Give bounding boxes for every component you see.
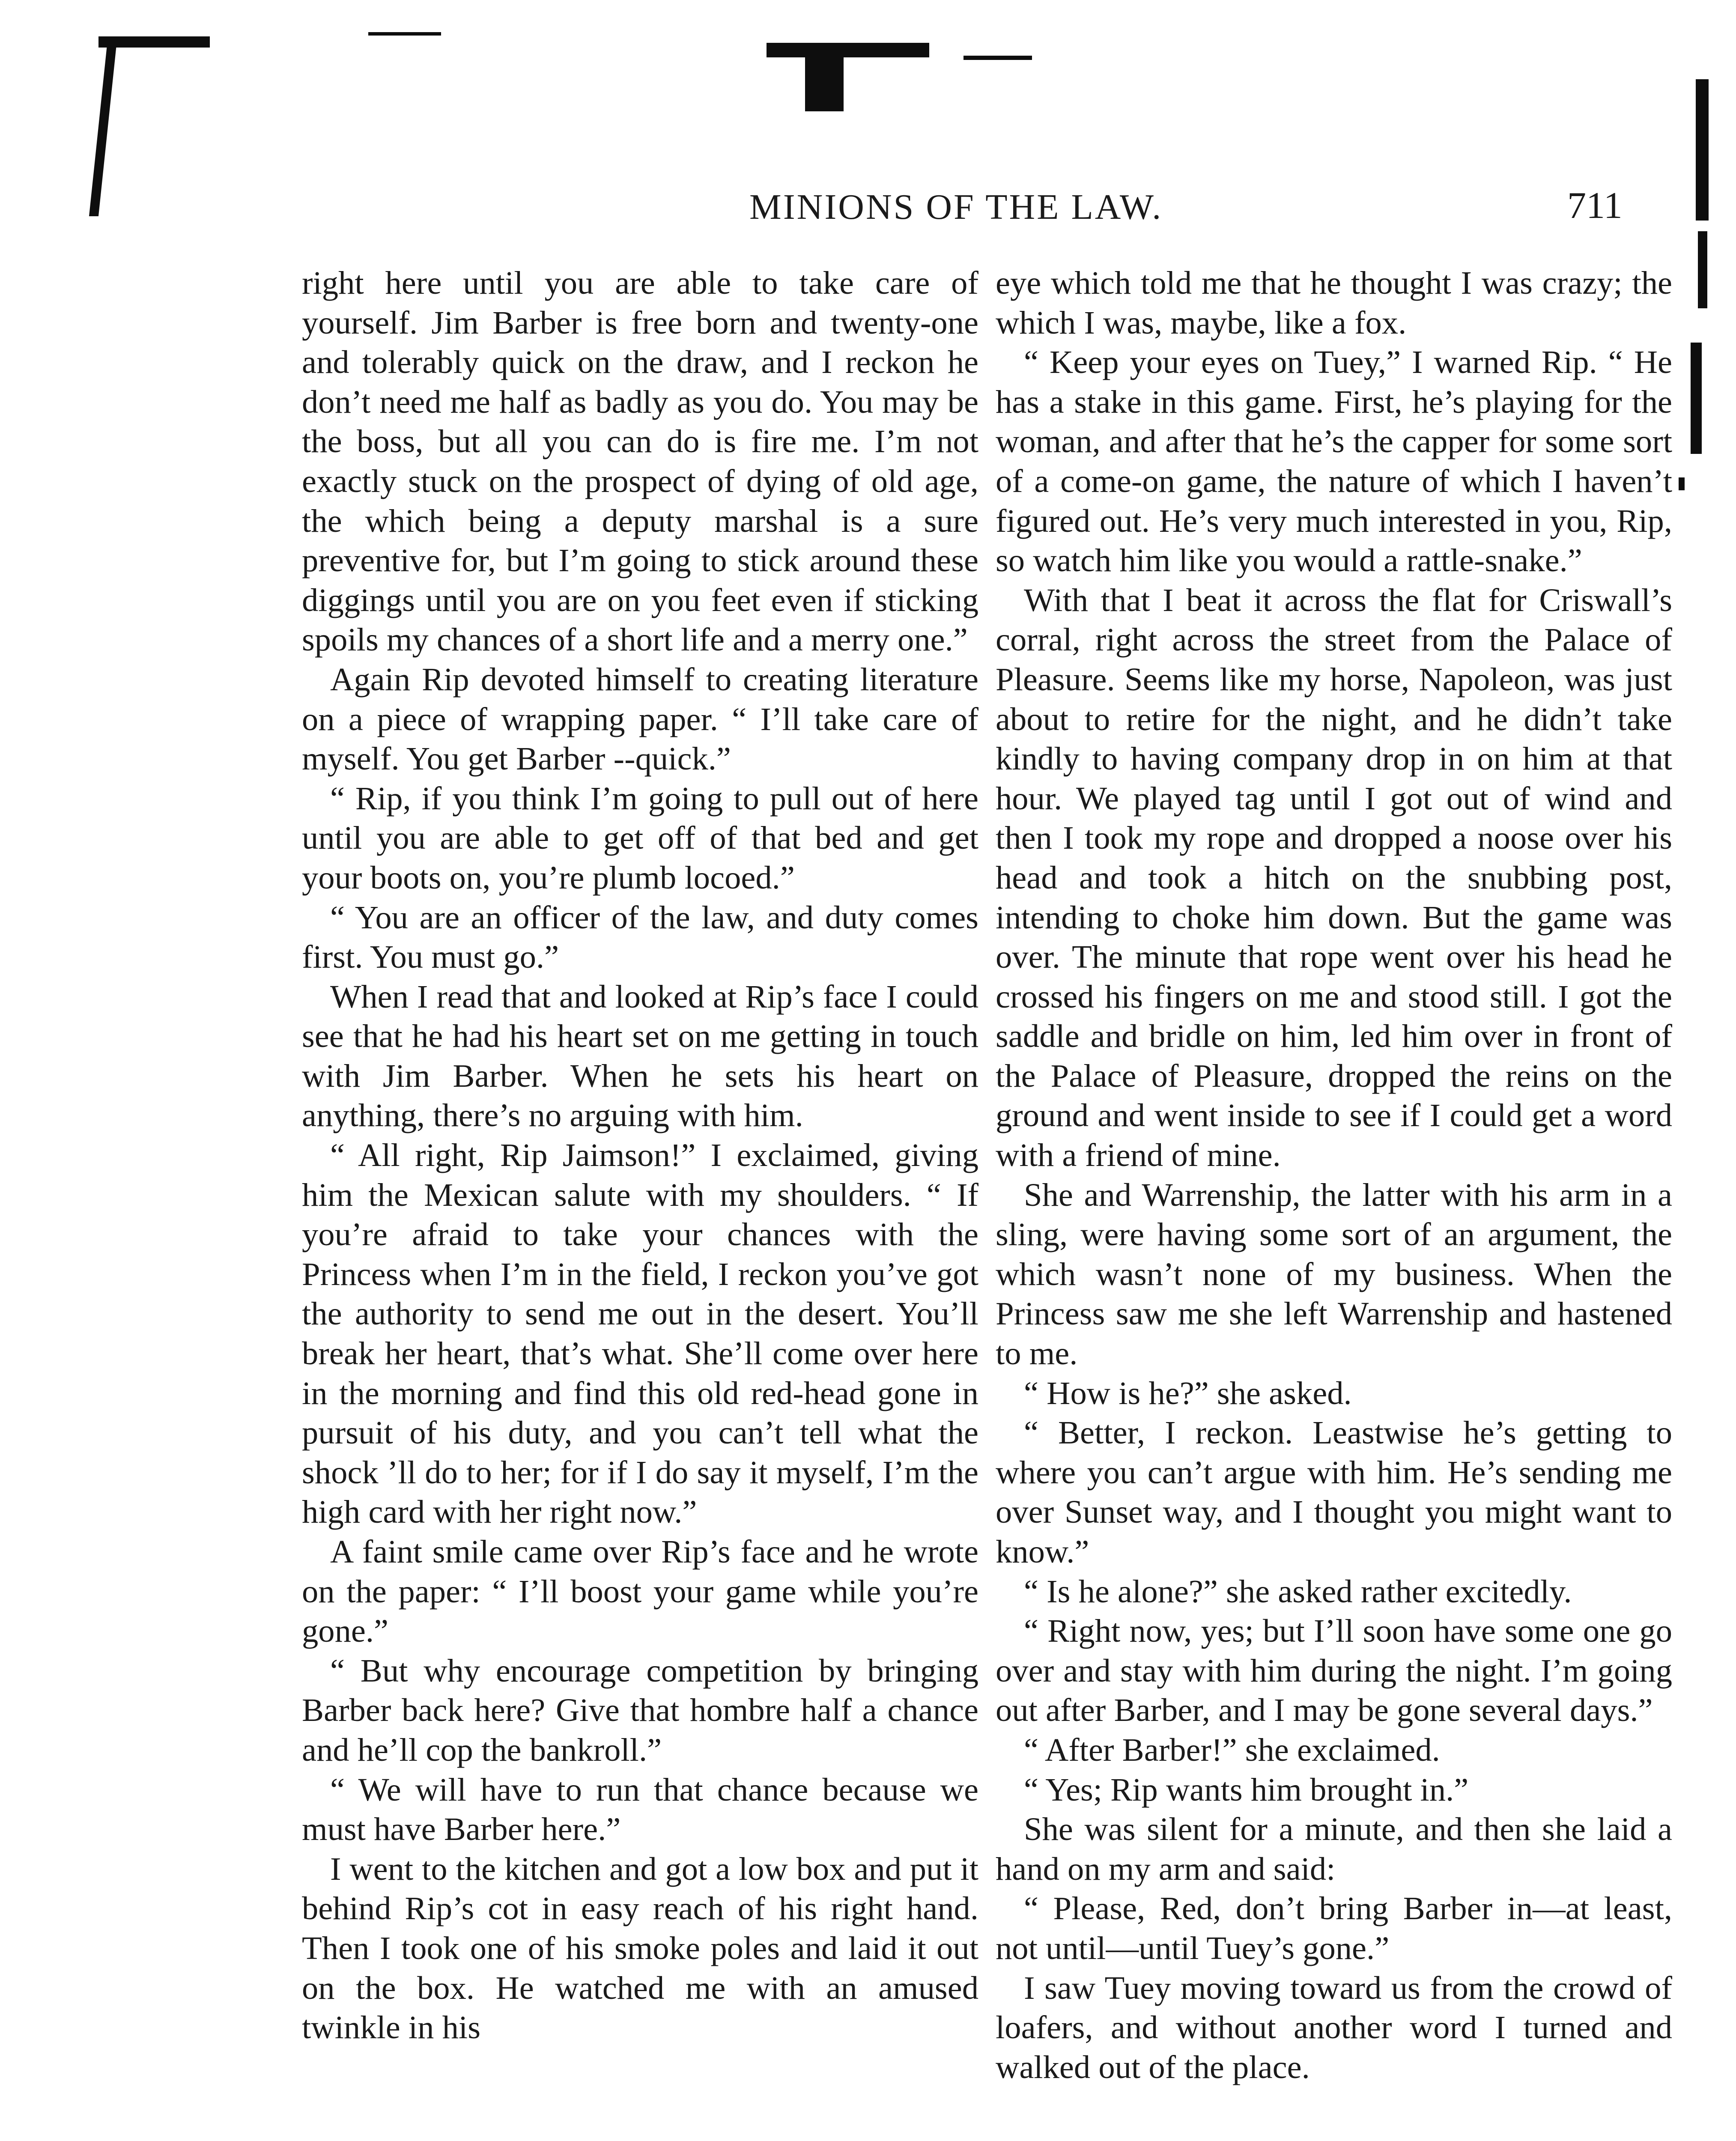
paragraph: She was silent for a minute, and then she laid a hand on my arm and said:: [996, 1811, 1672, 1887]
scan-edge-mark-right-1: [1696, 79, 1709, 221]
paragraph: Again Rip devoted himself to creating literature on a piece of wrapping paper. “ I’ll take care of myself. You get Barber --quick.”: [302, 661, 978, 777]
scan-edge-mark-right-3: [1691, 343, 1702, 454]
paragraph: With that I beat it across the flat for Criswall’s corral, right across the street from the Palace of Pleasure. Seems like my horse, Napoleon, was just about to retire for the night, and he didn’t take kindly to having company drop in on him at that hour. We played tag until I got out of wind and then I took my rope and dropped a noose over his head and took a hitch on the snubbing post, intending to choke him down. But the game was over. The minute that rope went over his head he crossed his fingers on me and stood still. I got the saddle and bridle on him, led him over in front of the Palace of Pleasure, dropped the reins on the ground and went inside to see if I could get a word with a friend of mine.: [996, 581, 1672, 1174]
paragraph: I saw Tuey moving toward us from the crowd of loafers, and without another word I turned and walked out of the place.: [996, 1969, 1672, 2085]
paragraph: “ After Barber!” she exclaimed.: [1024, 1731, 1440, 1768]
right-text-column: [996, 263, 1672, 2087]
paragraph: “ How is he?” she asked.: [1024, 1375, 1352, 1411]
paragraph: “ Yes; Rip wants him brought in.”: [1024, 1771, 1469, 1808]
paragraph: “ We will have to run that chance because we must have Barber here.”: [302, 1771, 978, 1848]
paragraph: When I read that and looked at Rip’s face I could see that he had his heart set on me getting in touch with Jim Barber. When he sets his heart on anything, there’s no arguing with him.: [302, 978, 978, 1134]
left-text-column: [302, 263, 978, 2048]
scan-edge-mark-top-right-dash: [963, 56, 1032, 60]
paragraph: I went to the kitchen and got a low box and put it behind Rip’s cot in easy reach of his right hand. Then I took one of his smoke poles and laid it out on the box. He watched me with an amused twinkle in his: [302, 1850, 978, 2046]
running-title: MINIONS OF THE LAW.: [749, 187, 1163, 227]
paragraph: “ Keep your eyes on Tuey,” I warned Rip. “ He has a stake in this game. First, he’s playing for the woman, and after that he’s the capper for some sort of a come-on game, the nature of which I haven’t figured out. He’s very much interested in you, Rip, so watch him like you would a rattle-snake.”: [996, 344, 1672, 579]
scan-edge-mark-top-center: [767, 43, 929, 57]
paragraph: “ All right, Rip Jaimson!” I exclaimed, giving him the Mexican salute with my shoulders. “ If you’re afraid to take your chances with the Princess when I’m in the field, I reckon you’ve got the authority to send me out in the desert. You’ll break her heart, that’s what. She’ll come over here in the morning and find this old red-head gone in pursuit of his duty, and you can’t tell what the shock ’ll do to her; for if I do say it myself, I’m the high card with her right now.”: [302, 1137, 978, 1530]
paragraph: right here until you are able to take care of yourself. Jim Barber is free born and twenty-one and tolerably quick on the draw, and I reckon he don’t need me half as badly as you do. You may be the boss, but all you can do is fire me. I’m not exactly stuck on the prospect of dying of old age, the which being a deputy marshal is a sure preventive for, but I’m going to stick around these diggings until you are on you feet even if sticking spoils my chances of a short life and a merry one.”: [302, 265, 978, 658]
paragraph: “ Rip, if you think I’m going to pull out of here until you are able to get off of that bed and get your boots on, you’re plumb locoed.”: [302, 780, 978, 896]
scan-edge-mark-top-left-dash: [368, 32, 441, 36]
paragraph: “ Better, I reckon. Leastwise he’s getting to where you can’t argue with him. He’s sending me over Sunset way, and I thought you might want to know.”: [996, 1414, 1672, 1570]
scan-edge-mark-top-left: [89, 36, 117, 216]
paragraph: “ You are an officer of the law, and duty comes first. You must go.”: [302, 899, 978, 975]
paragraph: She and Warrenship, the latter with his arm in a sling, were having some sort of an argument, the which wasn’t none of my business. When the Princess saw me she left Warrenship and hastened to me.: [996, 1176, 1672, 1372]
paragraph: A faint smile came over Rip’s face and he wrote on the paper: “ I’ll boost your game while you’re gone.”: [302, 1533, 978, 1649]
page-number: 711: [1567, 185, 1623, 227]
paragraph: “ Is he alone?” she asked rather excitedly.: [1024, 1573, 1572, 1610]
paragraph: “ Right now, yes; but I’ll soon have some one go over and stay with him during the night. I’m going out after Barber, and I may be gone several days.”: [996, 1613, 1672, 1729]
paragraph: “ But why encourage competition by bringing Barber back here? Give that hombre half a chance and he’ll cop the bankroll.”: [302, 1652, 978, 1768]
scan-edge-mark-right-2: [1698, 231, 1707, 308]
scan-edge-mark-top-left-cap: [98, 36, 210, 48]
scan-edge-mark-right-4: [1679, 477, 1685, 490]
scan-edge-mark-top-center-tab: [805, 51, 844, 111]
paragraph: eye which told me that he thought I was crazy; the which I was, maybe, like a fox.: [996, 265, 1672, 341]
paragraph: “ Please, Red, don’t bring Barber in—at least, not until—until Tuey’s gone.”: [996, 1890, 1672, 1966]
